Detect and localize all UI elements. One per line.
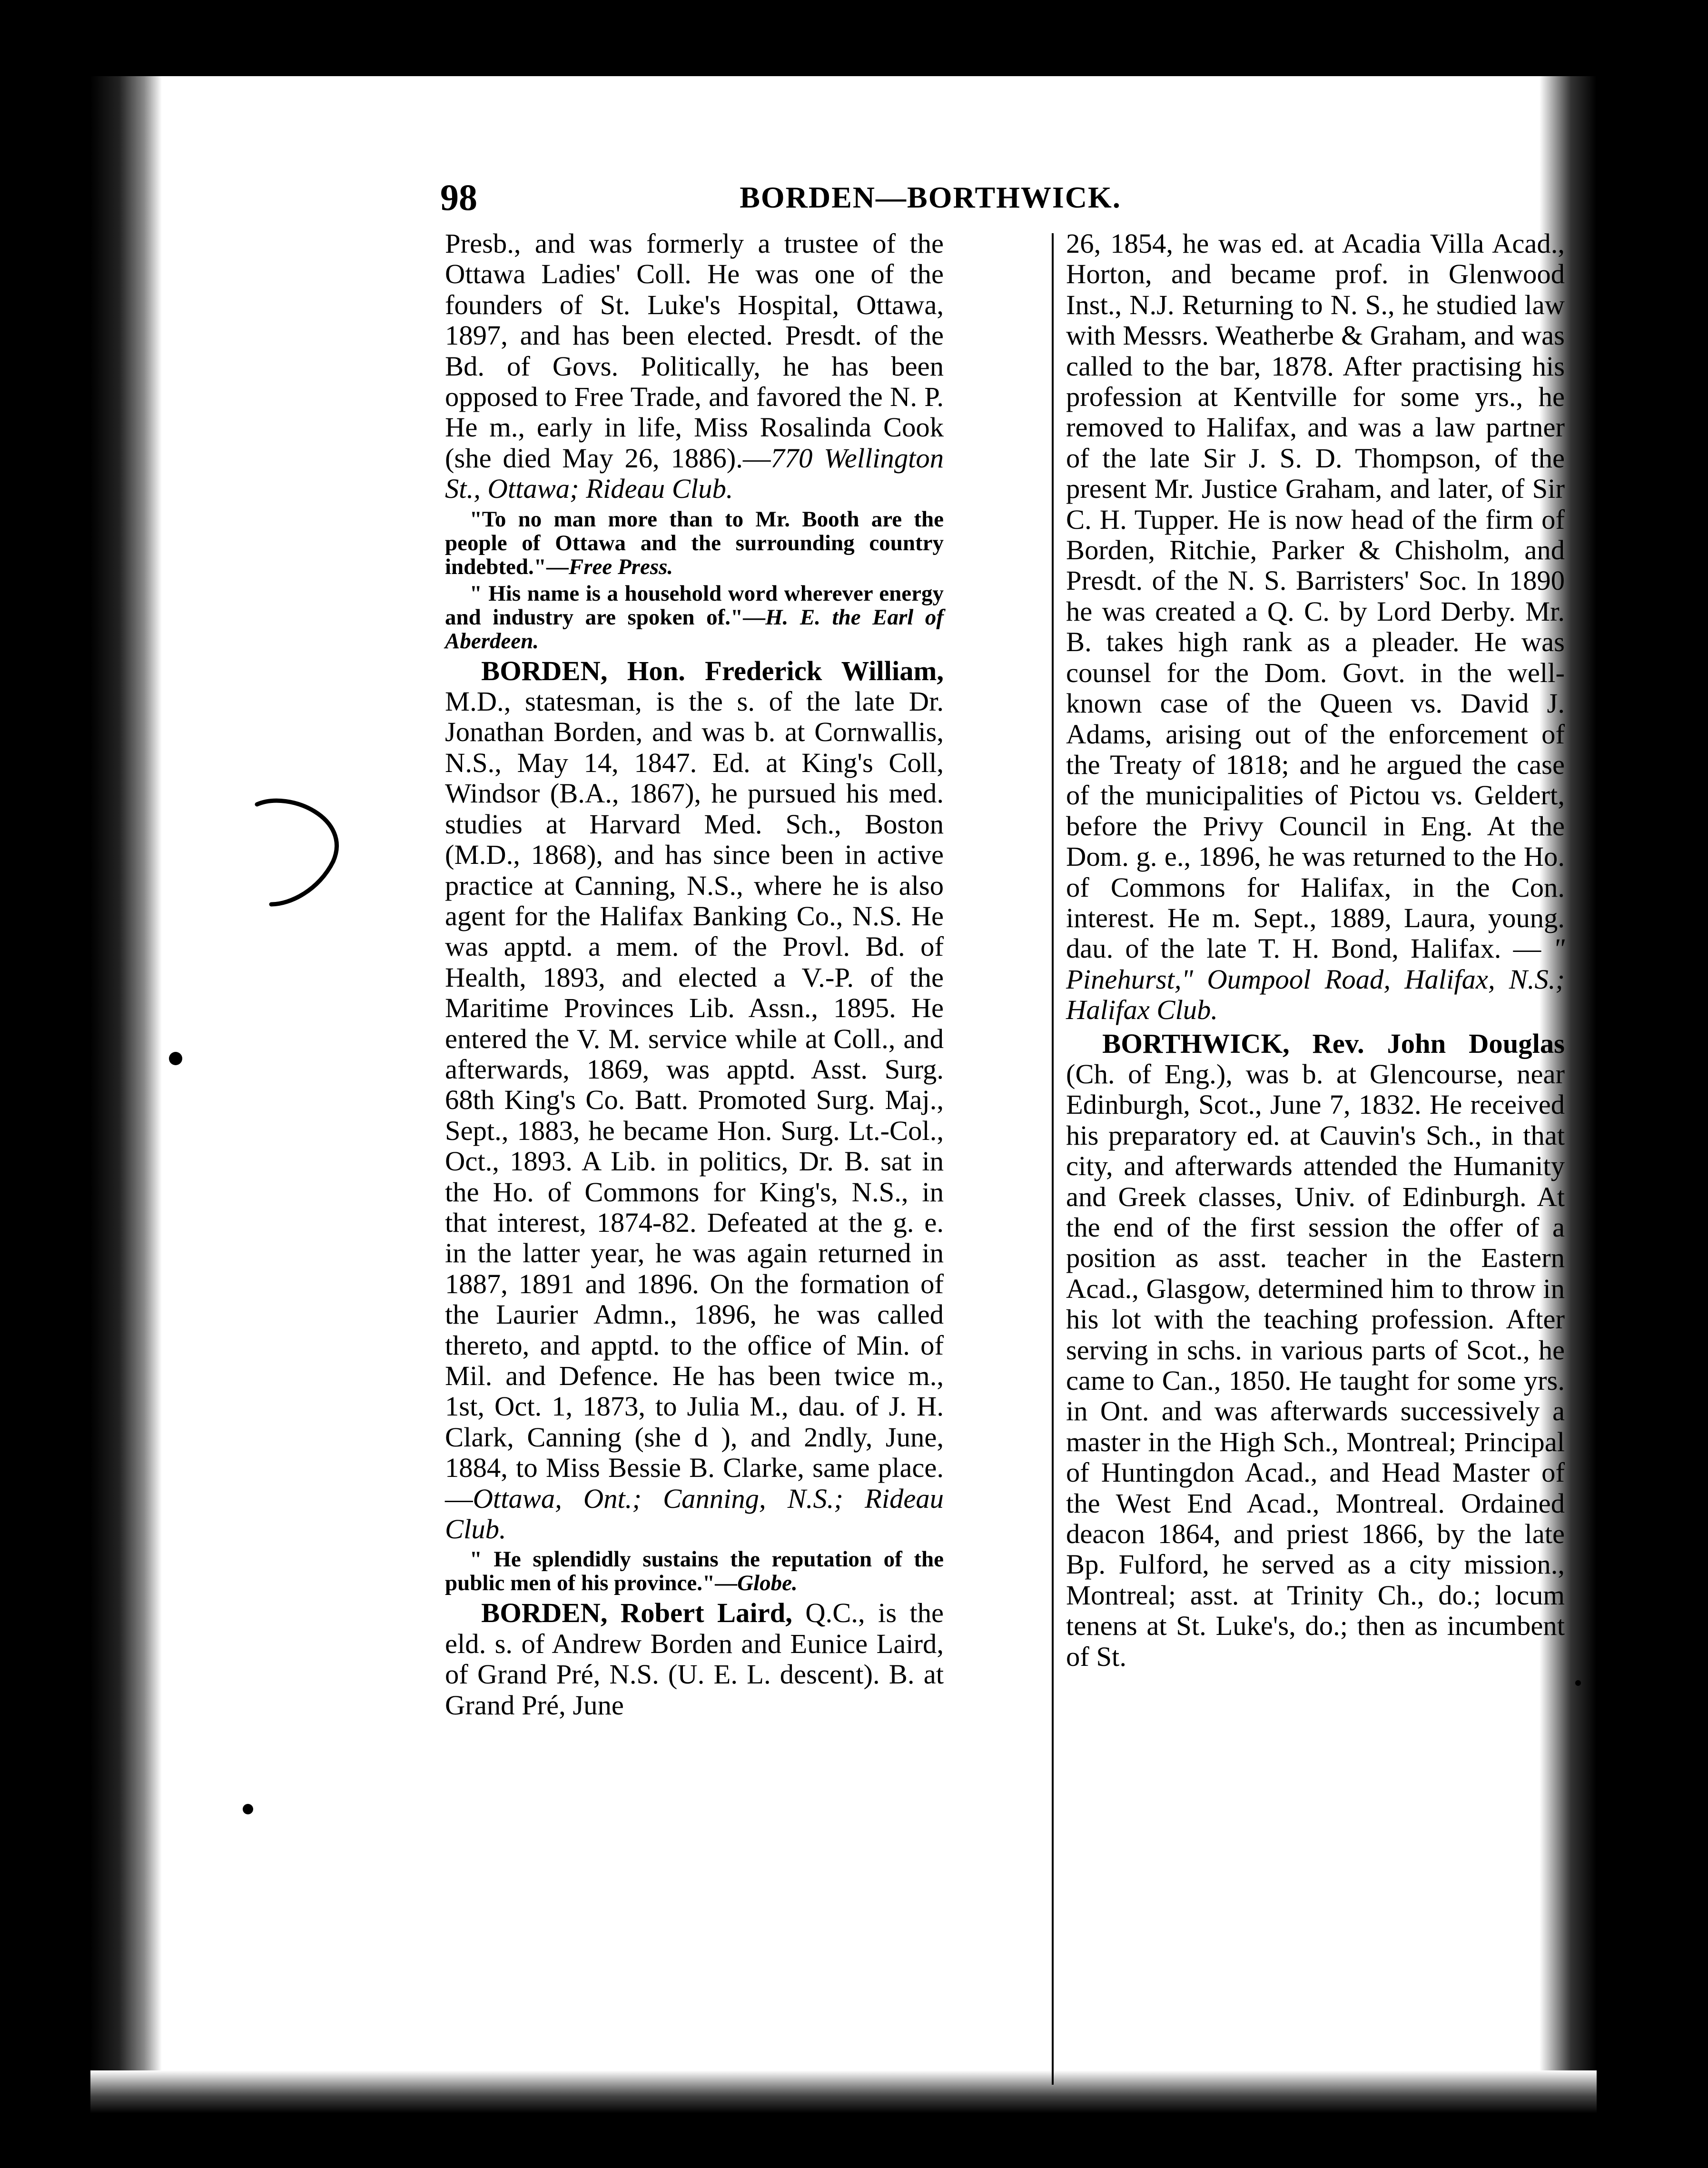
scan-speck [243,1804,253,1814]
page-number: 98 [440,177,477,218]
booth-quote-1-source: Free Press. [568,554,673,579]
entry-name: BORDEN, Robert Laird, [481,1597,792,1629]
entry-borden-robert-laird [445,1598,944,1721]
booth-text: Presb., and was formerly a trustee of the Ottawa Ladies' Coll. He was one of the founders of St. Luke's Hospital, Ottawa, 1897, and has been elected. Presdt. of the Bd. of Govs. Politically, he has been opposed to Free Trade, and favored the N. P. He m., early in life, Miss Rosalinda Cook (she died May 26, 1886).— [445,228,944,474]
right-column [1066,228,1565,1672]
scan-speck [169,1052,182,1065]
entry-address: Ottawa, Ont.; Canning, N.S.; Rideau Club. [445,1483,944,1545]
booth-address: 770 Wellington St., Ottawa; Rideau Club. [445,442,944,505]
booth-entry-end [445,228,944,505]
fw-quote [445,1547,944,1595]
entry-text: Q.C., is the eld. s. of Andrew Borden and Eunice Laird, of Grand Pré, N.S. (U. E. L. descent). B. at Grand Pré, June [445,1597,944,1721]
booth-quote-1-text: "To no man more than to Mr. Booth are the people of Ottawa and the surrounding country indebted."— [445,506,944,579]
page-edge-shadow-bottom [90,2070,1597,2113]
running-head: BORDEN—BORTHWICK. [740,180,1121,214]
entry-text: 26, 1854, he was ed. at Acadia Villa Acad., Horton, and became prof. in Glenwood Inst., N.J. Returning to N. S., he studied law with Messrs. Weatherbe & Graham, and was called to the bar, 1878. After practising his profession at Kentville for some yrs., he removed to Halifax, and was a law partner of the late Sir J. S. D. Thompson, of the present Mr. Justice Graham, and later, of Sir C. H. Tupper. He is now head of the firm of Borden, Ritchie, Parker & Chisholm, and Presdt. of the N. S. Barristers' Soc. In 1890 he was created a Q. C. by Lord Derby. Mr. B. takes high rank as a pleader. He was counsel for the Dom. Govt. in the well-known case of the Queen vs. David J. Adams, arising out of the enforcement of the Treaty of 1818; and he argued the case of the municipalities of Pictou vs. Geldert, before the Privy Council in Eng. At the Dom. g. e., 1896, he was returned to the Ho. of Commons for Halifax, in the Con. interest. He m. Sept., 1889, Laura, young. dau. of the late T. H. Bond, Halifax. — [1066,228,1565,964]
booth-quote-2-text: " His name is a household word wherever energy and industry are spoken of."— [445,581,944,630]
page-header [440,171,1304,224]
entry-text: (Ch. of Eng.), was b. at Glencourse, near Edinburgh, Scot., June 7, 1832. He received his preparatory ed. at Cauvin's Sch., in that city, and afterwards attended the Humanity and Greek classes, Univ. of Edinburgh. At the end of the first session the offer of a position as asst. teacher in the Eastern Acad., Glasgow, determined him to throw in his lot with the teaching profession. After serving in schs. in various parts of Scot., he came to Can., 1850. He taught for some yrs. in Ont. and was afterwards successively a master in the High Sch., Montreal; Principal of Huntingdon Acad., and Head Master of the West End Acad., Montreal. Ordained deacon 1864, and priest 1866, by the late Bp. Fulford, he served as a city mission., Montreal; asst. at Trinity Ch., do.; locum tenens at St. Luke's, do.; then as incumbent of St. [1066,1058,1565,1672]
scan-speck [1575,1680,1581,1686]
scanned-page [90,76,1597,2113]
booth-quote-1 [445,507,944,579]
entry-address: " Pinehurst," Oumpool Road, Halifax, N.S.; Halifax Club. [1066,933,1565,1026]
left-column [445,228,944,1721]
fw-quote-source: Globe. [737,1571,798,1596]
entry-borden-frederick-william [445,656,944,1545]
column-rule [1052,233,1054,2085]
margin-pen-mark [252,790,362,914]
page-edge-shadow-left [90,76,162,2113]
entry-name: BORDEN, Hon. Frederick William, [481,655,944,686]
fw-quote-text: " He splendidly sustains the reputation of the public men of his province."— [445,1547,944,1596]
booth-quote-2 [445,582,944,653]
entry-borden-robert-laird-cont [1066,228,1565,1026]
entry-borthwick-john-douglas [1066,1029,1565,1673]
booth-quote-2-source: H. E. the Earl of Aberdeen. [445,604,944,653]
entry-name: BORTHWICK, Rev. John Douglas [1102,1028,1565,1059]
entry-text: M.D., statesman, is the s. of the late Dr. Jonathan Borden, and was b. at Cornwallis, N.S., May 14, 1847. Ed. at King's Coll, Windsor (B.A., 1867), he pursued his med. studies at Harvard Med. Sch., Boston (M.D., 1868), and has since been in active practice at Canning, N.S., where he is also agent for the Halifax Banking Co., N.S. He was apptd. a mem. of the Provl. Bd. of Health, 1893, and elected a V.-P. of the Maritime Provinces Lib. Assn., 1895. He entered the V. M. service while at Coll., and afterwards, 1869, was apptd. Asst. Surg. 68th King's Co. Batt. Promoted Surg. Maj., Sept., 1883, he became Hon. Surg. Lt.-Col., Oct., 1893. A Lib. in politics, Dr. B. sat in the Ho. of Commons for King's, N.S., in that interest, 1874-82. Defeated at the g. e. in the latter year, he was again returned in 1887, 1891 and 1896. On the formation of the Laurier Admn., 1896, he was called thereto, and apptd. to the office of Min. of Mil. and Defence. He has been twice m., 1st, Oct. 1, 1873, to Julia M., dau. of J. H. Clark, Canning (she d ), and 2ndly, June, 1884, to Miss Bessie B. Clarke, same place.— [445,686,944,1514]
